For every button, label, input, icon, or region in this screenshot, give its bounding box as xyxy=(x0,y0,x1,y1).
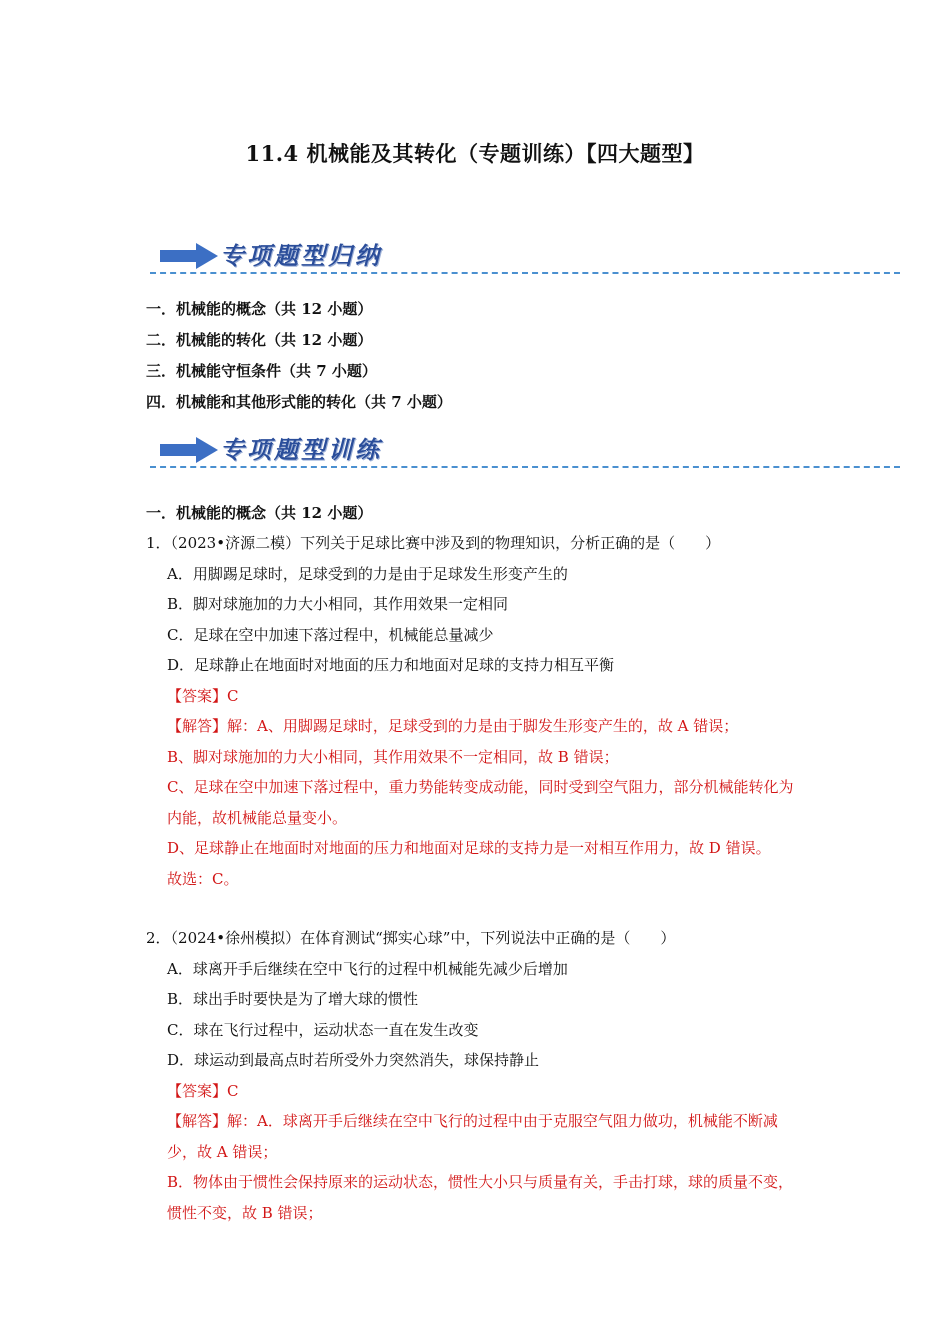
analysis-line: 【解答】解：A、用脚踢足球时，足球受到的力是由于脚发生形变产生的，故 A 错误； xyxy=(167,717,739,735)
banner-training-heading: 专项题型训练 xyxy=(220,435,382,464)
analysis-line: 故选：C。 xyxy=(167,869,239,888)
analysis-line: B．物体由于惯性会保持原来的运动状态，惯性大小只与质量有关，手击打球，球的质量不变，惯性不变，故 B 错误； xyxy=(167,1173,794,1222)
banner-training xyxy=(150,432,920,472)
analysis-line: 【解答】解：A．球离开手后继续在空中飞行的过程中由于克服空气阻力做功，机械能不断减少，故 A 错误； xyxy=(167,1112,778,1161)
section-heading: 一．机械能的概念（共 12 小题） xyxy=(146,504,373,522)
banner-training-rule xyxy=(150,466,900,468)
right-arrow-icon xyxy=(160,436,220,464)
answer-line: 【答案】C xyxy=(167,686,239,705)
question-option: A．球离开手后继续在空中飞行的过程中机械能先减少后增加 xyxy=(167,959,568,978)
question-stem: 2．（2024•徐州模拟）在体育测试“掷实心球”中，下列说法中正确的是（ ） xyxy=(146,929,676,947)
question-option: D．足球静止在地面时对地面的压力和地面对足球的支持力相互平衡 xyxy=(167,656,615,674)
question-option: B．脚对球施加的力大小相同，其作用效果一定相同 xyxy=(167,595,509,613)
question-stem: 1．（2023•济源二模）下列关于足球比赛中涉及到的物理知识，分析正确的是（ ） xyxy=(146,534,721,552)
right-arrow-icon xyxy=(160,242,220,270)
analysis-line: D、足球静止在地面时对地面的压力和地面对足球的支持力是一对相互作用力，故 D 错误。 xyxy=(167,839,771,857)
toc-item: 三．机械能守恒条件（共 7 小题） xyxy=(146,362,377,380)
question-1 xyxy=(146,528,816,894)
answer-line: 【答案】C xyxy=(167,1081,239,1100)
toc-list xyxy=(146,294,452,418)
question-option: C．球在飞行过程中，运动状态一直在发生改变 xyxy=(167,1020,479,1039)
question-2 xyxy=(146,923,816,1228)
question-option: A．用脚踢足球时，足球受到的力是由于足球发生形变产生的 xyxy=(167,564,568,583)
banner-summary xyxy=(150,238,920,278)
toc-item: 二．机械能的转化（共 12 小题） xyxy=(146,331,373,349)
analysis-line: B、脚对球施加的力大小相同，其作用效果不一定相同，故 B 错误； xyxy=(167,747,619,766)
toc-item: 四．机械能和其他形式能的转化（共 7 小题） xyxy=(146,393,452,411)
banner-summary-rule xyxy=(150,272,900,274)
banner-summary-heading: 专项题型归纳 xyxy=(220,241,382,270)
toc-item: 一．机械能的概念（共 12 小题） xyxy=(146,300,373,318)
question-option: D．球运动到最高点时若所受外力突然消失，球保持静止 xyxy=(167,1051,540,1069)
question-option: C．足球在空中加速下落过程中，机械能总量减少 xyxy=(167,625,494,644)
analysis-line: C、足球在空中加速下落过程中，重力势能转变成动能，同时受到空气阻力，部分机械能转化为内能，故机械能总量变小。 xyxy=(167,778,794,827)
question-option: B．球出手时要快是为了增大球的惯性 xyxy=(167,990,419,1008)
document-title: 11.4 机械能及其转化（专题训练）【四大题型】 xyxy=(245,141,705,166)
